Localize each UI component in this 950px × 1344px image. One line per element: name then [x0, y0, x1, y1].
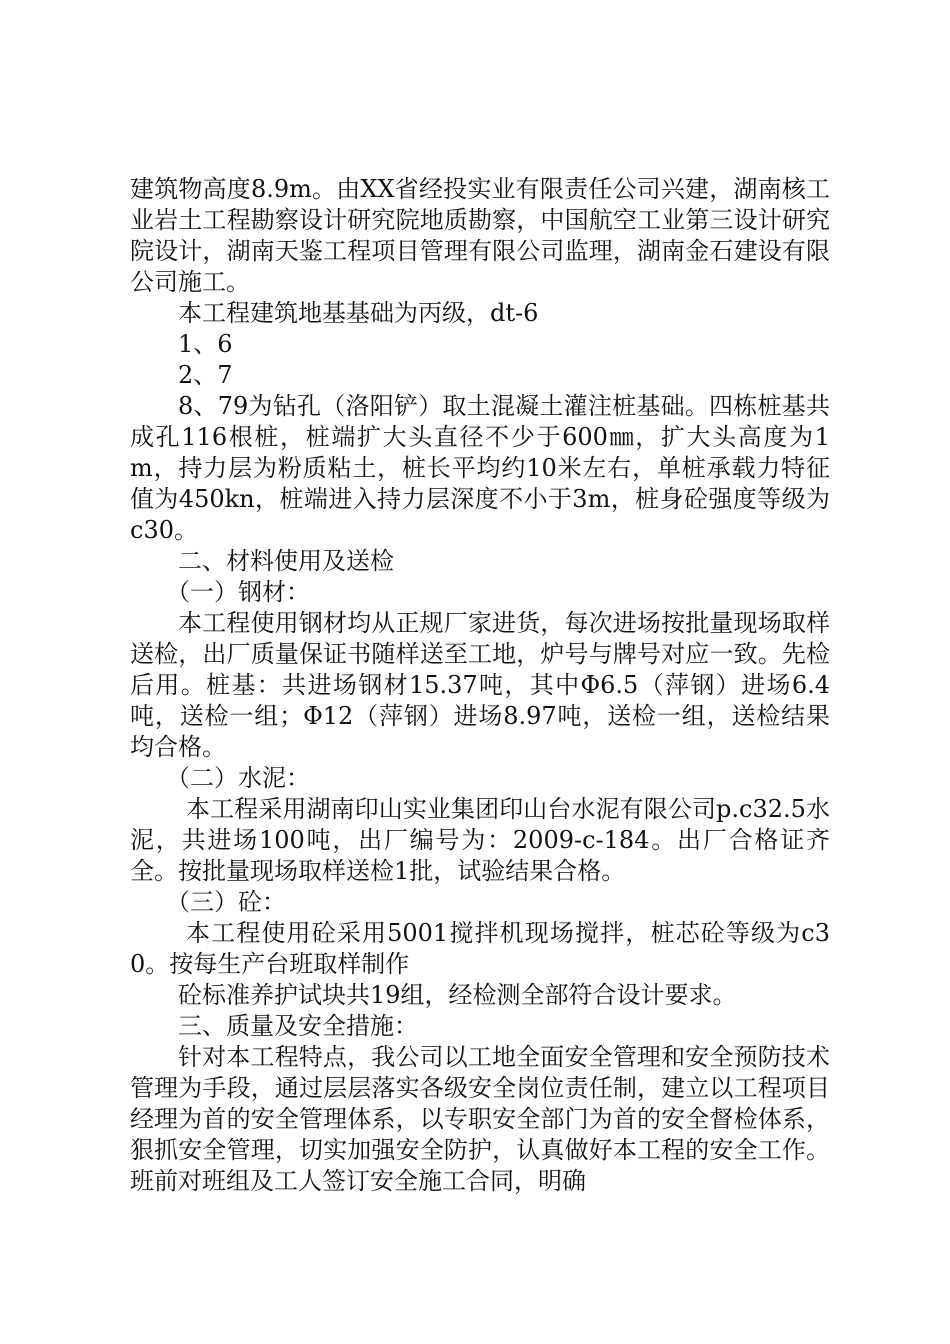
- paragraph-foundation-grade: 本工程建筑地基基础为丙级，dt-6: [178, 299, 539, 327]
- section-heading-materials: 二、材料使用及送检: [178, 547, 394, 575]
- paragraph-steel: 本工程使用钢材均从正规厂家进货，每次进场按批量现场取样送检，出厂质量保证书随样送至工地，炉号与牌号对应一致。先检后用。桩基：共进场钢材15.37吨，其中Φ6.5（萍钢）进场6.4吨，送检一组；Φ12（萍钢）进场8.97吨，送检一组，送检结果均合格。: [130, 609, 830, 761]
- paragraph-concrete-test-blocks: 砼标准养护试块共19组，经检测全部符合设计要求。: [178, 981, 737, 1009]
- document-body: [130, 174, 830, 1197]
- subheading-cement: （二）水泥：: [166, 764, 310, 792]
- subheading-steel: （一）钢材：: [166, 578, 310, 606]
- paragraph-building-info: 建筑物高度8.9m。由XX省经投实业有限责任公司兴建，湖南核工业岩土工程勘察设计研究院地质勘察，中国航空工业第三设计研究院设计，湖南天鉴工程项目管理有限公司监理，湖南金石建设有限公司施工。: [130, 175, 830, 296]
- subheading-concrete: （三）砼：: [166, 888, 286, 916]
- paragraph-item-1-6: 1、6: [178, 330, 233, 358]
- paragraph-safety-measures: 针对本工程特点，我公司以工地全面安全管理和安全预防技术管理为手段，通过层层落实各级安全岗位责任制，建立以工程项目经理为首的安全管理体系，以专职安全部门为首的安全督检体系，狠抓安全管理，切实加强安全防护，认真做好本工程的安全工作。班前对班组及工人签订安全施工合同，明确: [130, 1043, 830, 1195]
- paragraph-cement: 本工程采用湖南印山实业集团印山台水泥有限公司p.c32.5水泥，共进场100吨，出厂编号为：2009-c-184。出厂合格证齐全。按批量现场取样送检1批，试验结果合格。: [130, 795, 830, 885]
- section-heading-quality-safety: 三、质量及安全措施：: [178, 1012, 418, 1040]
- paragraph-concrete: 本工程使用砼采用5001搅拌机现场搅拌，桩芯砼等级为c30。按每生产台班取样制作: [130, 919, 830, 978]
- paragraph-item-2-7: 2、7: [178, 361, 233, 389]
- paragraph-pile-foundation: 8、79为钻孔（洛阳铲）取土混凝土灌注桩基础。四栋桩基共成孔116根桩，桩端扩大头直径不少于600㎜，扩大头高度为1m，持力层为粉质粘土，桩长平均约10米左右，单桩承载力特征值为450kn，桩端进入持力层深度不小于3m，桩身砼强度等级为c30。: [130, 392, 830, 544]
